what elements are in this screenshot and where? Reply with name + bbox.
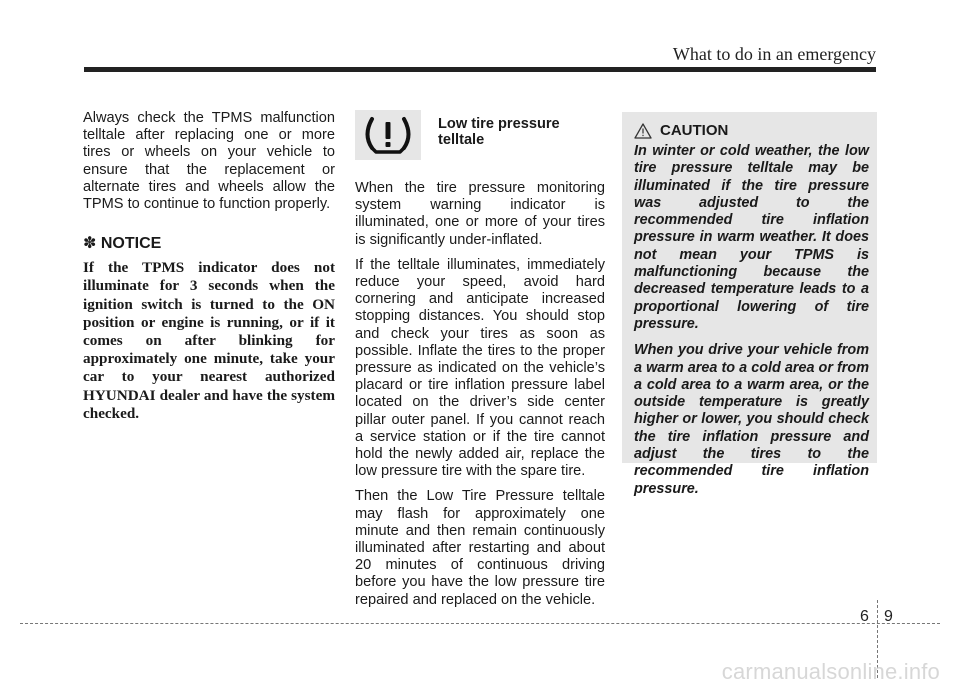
column-left [83,110,335,423]
warning-triangle-icon [634,123,652,139]
chapter-number: 6 [860,608,869,625]
caution-paragraph-2: When you drive your vehicle from a warm area to a cold area or from a cold area to a warm area, or the outside temperature is greatly higher or lower, you should check the tire inflation pressure and adjust the tires to the recommended tire inflation pressure. [634,342,869,497]
telltale-title: Low tire pressure telltale [438,116,560,148]
telltale-paragraph-1: When the tire pressure monitoring system warning indicator is illuminated, one or more of your tires is significantly under-inflated. [355,180,605,248]
notice-heading: ✽ NOTICE [83,235,162,253]
header-rule [84,67,876,72]
footer-rule [20,623,940,624]
section-title: What to do in an emergency [672,44,876,64]
watermark: carmanualsonline.info [721,659,940,684]
notice-paragraph: If the TPMS indicator does not illuminate for 3 seconds when the ignition switch is turned to the ON position or engine is running, or if it comes on after blinking for approximately one minute, take your car to your nearest authorized HYUNDAI dealer and have the system checked. [83,259,335,422]
page-number: 9 [884,608,893,625]
caution-box [622,112,877,497]
caution-heading: CAUTION [660,122,729,139]
telltale-paragraph-3: Then the Low Tire Pressure telltale may flash for approximately one minute and then remain continuously illuminated after restarting and about 20 minutes of continuous driving before you have the low pressure tire repaired and replaced on the vehicle. [355,488,605,608]
low-tire-pressure-icon [355,110,421,160]
column-middle [355,110,605,609]
telltale-paragraph-2: If the telltale illuminates, immediately reduce your speed, avoid hard cornering and anticipate increased stopping distances. You should stop and check your tires as soon as possible. Inflate the tires to the proper pressure as indicated on the vehicle’s placard or tire inflation pressure label located on the driver’s side center pillar outer panel. If you cannot reach a service station or if the tire cannot hold the newly added air, replace the low pressure tire with the spare tire. [355,256,605,480]
caution-header [634,122,869,139]
intro-paragraph: Always check the TPMS malfunction telltale after replacing one or more tires or wheels on your vehicle to ensure that the replacement or alternate tires and wheels allow the TPMS to continue to function properly. [83,110,335,213]
caution-paragraph-1: In winter or cold weather, the low tire pressure telltale may be illuminated if the tire pressure was adjusted to the recommended tire inflation pressure in warm weather. It does not mean your TPMS is malfunctioning because the decreased temperature leads to a proportional lowering of tire pressure. [634,143,869,332]
telltale-row [355,110,605,160]
